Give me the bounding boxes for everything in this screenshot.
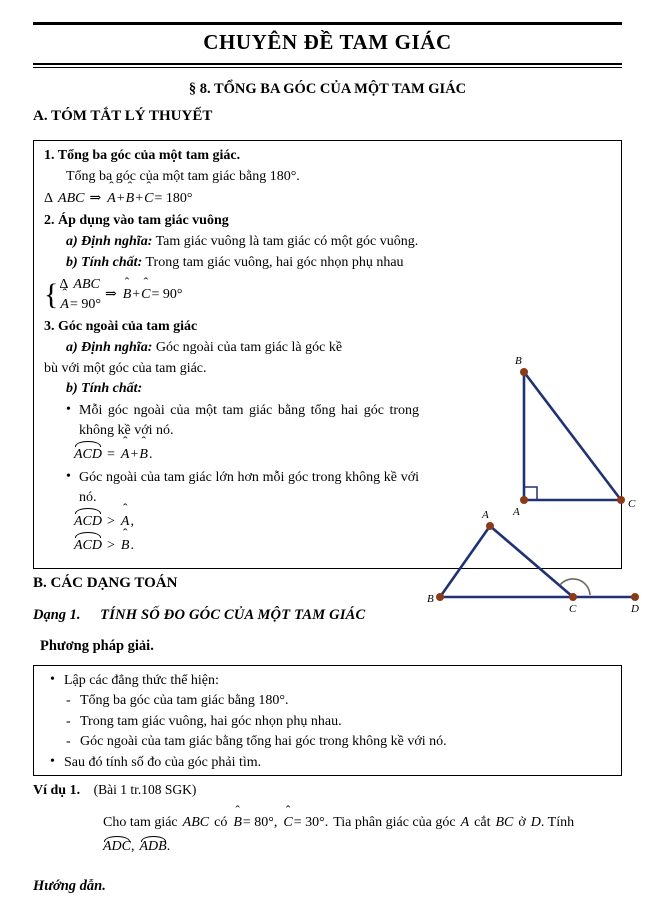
angle-c: ˆ C xyxy=(143,188,154,209)
statement-part-1: Cho tam giác xyxy=(103,815,178,830)
angle-acd-2: ACD xyxy=(74,509,102,533)
theory-item3-bullets xyxy=(44,401,419,441)
vertex-point-C xyxy=(569,593,577,601)
plus-1: + xyxy=(116,191,125,207)
system-tail xyxy=(105,284,183,305)
property-text: Trong tam giác vuông, hai góc nhọn phụ nhau xyxy=(145,254,404,270)
definition-label-2: a) Định nghĩa: xyxy=(66,340,153,356)
vertex-label-A: A xyxy=(482,509,489,521)
delta-symbol-2: Δ xyxy=(59,276,69,292)
section-title: § 8. TỔNG BA GÓC CỦA MỘT TAM GIÁC xyxy=(188,81,467,97)
theory-item3-b xyxy=(44,379,419,399)
definition-text-2: Góc ngoài của tam giác là góc kề xyxy=(155,340,343,356)
vertex-label-B: B xyxy=(427,593,434,605)
method-item-0: • Lập các đẳng thức thể hiện: xyxy=(50,671,613,691)
comma-1: , xyxy=(130,513,134,529)
angle-c-2: ˆ C xyxy=(140,284,151,305)
part-b-heading: B. CÁC DẠNG TOÁN xyxy=(33,575,178,591)
vertex-a-example: A xyxy=(460,815,470,830)
method-content xyxy=(34,666,621,773)
header-rule-bottom-outer xyxy=(33,63,622,65)
angle-b-2: ˆ B xyxy=(122,284,133,305)
angle-a-3: ˆ A xyxy=(120,444,131,466)
example-source: (Bài 1 tr.108 SGK) xyxy=(93,782,197,797)
angle-adb: ADB xyxy=(139,839,167,854)
triangle-abc: ABC xyxy=(182,815,210,830)
guide-label: Hướng dẫn. xyxy=(33,878,106,894)
side-bc-example: BC xyxy=(495,815,514,830)
triangle-name-2: ABC xyxy=(73,276,100,292)
theory-item3-a-cont: bù với một góc của tam giác. xyxy=(44,360,207,376)
plus-4: + xyxy=(130,446,139,462)
vertex-label-A: A xyxy=(513,506,520,518)
angle-b-value: = 80°, xyxy=(242,815,278,830)
angle-adc: ADC xyxy=(103,839,131,854)
statement-part-3: Tia phân giác của góc xyxy=(333,815,456,830)
problem-type-label: Dạng 1. xyxy=(33,607,81,623)
example-find xyxy=(103,837,170,855)
equals-180: = 180° xyxy=(154,191,193,207)
segment-BC xyxy=(524,372,621,500)
delta-symbol: Δ xyxy=(44,191,54,207)
method-list xyxy=(50,671,613,773)
vertex-point-A xyxy=(486,522,494,530)
theory-content xyxy=(44,144,419,558)
angle-b-example: ˆ B xyxy=(232,812,243,833)
statement-part-5: ở xyxy=(518,815,526,830)
formula-acd-gt-b xyxy=(44,533,419,557)
theory-item1-formula xyxy=(44,188,419,209)
statement-part-6: . Tính xyxy=(540,815,575,830)
angle-b: ˆ B xyxy=(125,188,136,209)
point-d-example: D xyxy=(530,815,541,830)
segment-BA xyxy=(440,526,490,597)
bullet-exterior-greater: • Góc ngoài của tam giác lớn hơn mỗi góc trong không kề với nó. xyxy=(66,468,419,508)
statement-part-2: có xyxy=(214,815,228,830)
theory-item2-b xyxy=(44,253,419,273)
angle-b-3: ˆ B xyxy=(138,444,149,466)
angle-c-value: = 30°. xyxy=(293,815,329,830)
angle-a-4: ˆ A xyxy=(120,511,131,533)
problem-type-title: TÍNH SỐ ĐO GÓC CỦA MỘT TAM GIÁC xyxy=(100,607,366,623)
property-label: b) Tính chất: xyxy=(66,254,143,270)
theory-item3-bullets-2 xyxy=(44,468,419,508)
vertex-label-C: C xyxy=(628,498,636,510)
document-title: CHUYÊN ĐỀ TAM GIÁC xyxy=(203,30,452,54)
problem-type-row xyxy=(33,607,365,624)
theory-item2-a xyxy=(44,232,419,252)
angle-a-2: ˆ A xyxy=(59,295,70,315)
method-item-4: • Sau đó tính số đo của góc phải tìm. xyxy=(50,753,613,773)
system-row-2 xyxy=(59,295,101,315)
formula-acd-equals xyxy=(44,442,419,466)
equals-sign: = xyxy=(107,446,115,462)
vertex-point-D xyxy=(631,593,639,601)
triangle-name: ABC xyxy=(58,191,85,207)
angle-b-4: ˆ B xyxy=(120,535,131,557)
method-heading: Phương pháp giải. xyxy=(40,638,154,654)
theory-item2-system xyxy=(44,275,419,316)
implies-symbol: ⇒ xyxy=(89,191,102,207)
vertex-point-B xyxy=(520,368,528,376)
vertex-label-C: C xyxy=(569,603,577,615)
plus-3: + xyxy=(132,287,141,303)
angle-a-value: = 90° xyxy=(69,296,101,312)
period-2: . xyxy=(130,538,134,554)
method-item-2: - Trong tam giác vuông, hai góc nhọn phụ nhau. xyxy=(50,712,613,732)
method-item-3: - Góc ngoài của tam giác bằng tổng hai góc trong không kề với nó. xyxy=(50,732,613,752)
angle-acd-3: ACD xyxy=(74,533,102,557)
theory-item3-heading: 3. Góc ngoài của tam giác xyxy=(44,319,198,335)
vertex-point-B xyxy=(436,593,444,601)
theory-item2-heading: 2. Áp dụng vào tam giác vuông xyxy=(44,213,229,229)
bullet-exterior-equals: • Mỗi góc ngoài của một tam giác bằng tổng hai góc trong không kề với nó. xyxy=(66,401,419,441)
property-label-2: b) Tính chất: xyxy=(66,381,143,397)
definition-text: Tam giác vuông là tam giác có một góc vuông. xyxy=(155,234,419,250)
left-brace: { xyxy=(44,278,59,312)
theory-item1-text: Tổng ba góc của một tam giác bằng 180°. xyxy=(66,168,300,184)
vertex-label-D: D xyxy=(631,603,639,615)
segment-AC xyxy=(490,526,573,597)
example-row xyxy=(33,782,196,799)
theory-item1-heading: 1. Tổng ba góc của một tam giác. xyxy=(44,148,241,163)
method-box xyxy=(33,665,622,776)
theory-item3-a xyxy=(44,338,419,358)
plus-2: + xyxy=(135,191,144,207)
header-rule-bottom-inner xyxy=(33,67,622,68)
angle-a: ˆ A xyxy=(106,188,117,209)
statement-part-4: cắt xyxy=(474,815,491,830)
right-triangle-diagram xyxy=(432,346,647,526)
formula-acd-gt-a xyxy=(44,509,419,533)
method-item-1: - Tổng ba góc của tam giác bằng 180°. xyxy=(50,691,613,711)
comma-find: , xyxy=(131,839,135,854)
angle-acd: ACD xyxy=(74,442,102,466)
greater-than-2: > xyxy=(107,538,115,554)
part-a-heading: A. TÓM TẮT LÝ THUYẾT xyxy=(33,108,213,124)
period-1: . xyxy=(148,446,153,462)
greater-than-1: > xyxy=(107,513,115,529)
implies-symbol-2: ⇒ xyxy=(104,287,117,303)
period-find: . xyxy=(166,839,171,854)
definition-label: a) Định nghĩa: xyxy=(66,234,153,250)
exterior-angle-diagram xyxy=(419,503,664,618)
example-label: Ví dụ 1. xyxy=(33,783,81,798)
exterior-angle-arc xyxy=(560,579,590,595)
header-rule-top xyxy=(33,22,622,25)
angle-c-example: ˆ C xyxy=(282,812,293,833)
equals-90: = 90° xyxy=(151,287,183,303)
vertex-label-B: B xyxy=(515,355,522,367)
example-statement xyxy=(103,812,648,833)
